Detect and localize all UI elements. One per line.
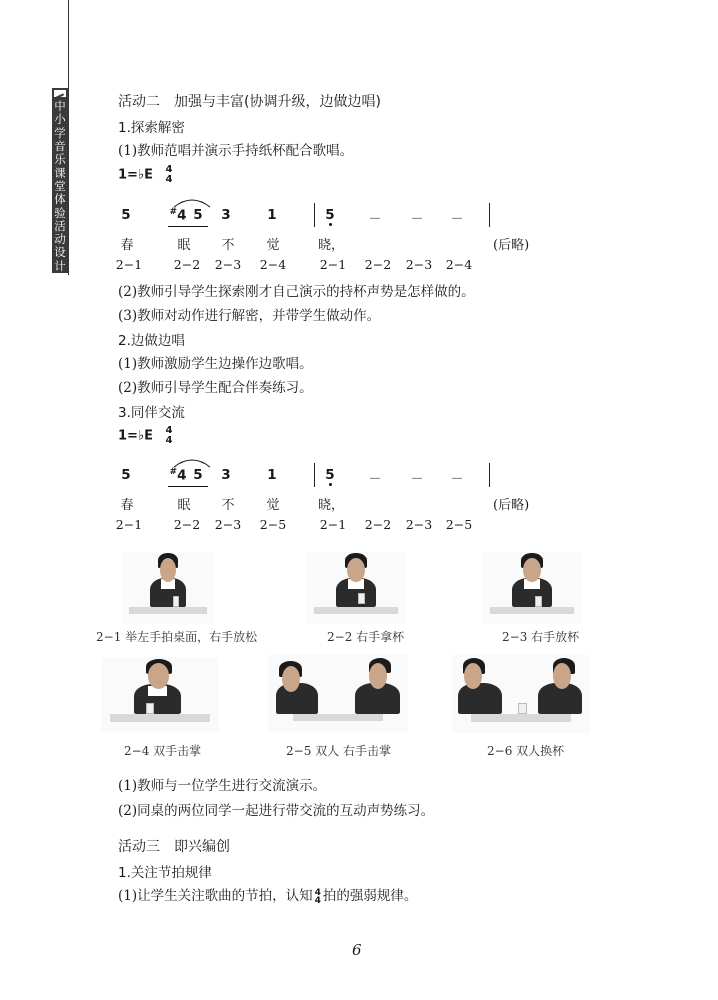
gesture-code: 2−3 (405, 517, 433, 532)
margin-rule (68, 0, 69, 275)
gesture-code: 2−5 (445, 517, 473, 532)
score2-lyric: 春 (120, 498, 134, 513)
sharp-sign: # (169, 207, 178, 217)
score1-time-bottom: 4 (165, 174, 173, 185)
score1-omitted: (后略) (493, 238, 530, 253)
section-exchange-heading: 3.同伴交流 (118, 405, 185, 421)
score2-key-sign: 1=♭E (118, 428, 153, 444)
photo-2-3-right-hand-release (482, 552, 582, 624)
gesture-code: 2−5 (259, 517, 287, 532)
low-octave-dot (329, 223, 332, 226)
gesture-code: 2−3 (214, 517, 242, 532)
barline (314, 463, 315, 487)
score2-note: 5 (121, 467, 131, 483)
gesture-code: 2−1 (115, 257, 143, 272)
photo-2-1-left-hand-tap (122, 552, 214, 624)
gesture-code: 2−3 (405, 257, 433, 272)
score2-lyric: 不 (221, 498, 235, 513)
score2-dash: － (450, 472, 464, 487)
activity2-heading: 活动二 加强与丰富(协调升级，边做边唱) (118, 94, 381, 110)
score1-time-top: 4 (165, 164, 173, 175)
low-octave-dot (329, 483, 332, 486)
beat-step-1-text-end: 拍的强弱规律。 (322, 888, 418, 904)
photo-caption: 2−1 举左手拍桌面，右手放松 (96, 630, 258, 644)
sharp-sign: # (169, 467, 178, 477)
score1-note: #4 (169, 207, 187, 224)
photo-caption: 2−2 右手拿杯 (327, 630, 405, 644)
score1-note: 1 (267, 207, 277, 223)
gesture-code: 2−2 (173, 257, 201, 272)
photo-caption: 2−3 右手放杯 (502, 630, 580, 644)
explore-step-2: (2)教师引导学生探索刚才自己演示的持杯声势是怎样做的。 (118, 284, 475, 300)
sing-step-2: (2)教师引导学生配合伴奏练习。 (118, 380, 313, 396)
activity3-heading: 活动三 即兴编创 (118, 839, 230, 855)
score2-note: 3 (221, 467, 231, 483)
score2-lyric: 晓， (318, 498, 345, 513)
score1-time-signature (165, 165, 172, 185)
exchange-step-1: (1)教师与一位学生进行交流演示。 (118, 778, 327, 794)
score2-note: 5 (318, 467, 342, 486)
score1-dash: － (410, 212, 424, 227)
score2-key (118, 426, 172, 446)
explore-step-1: (1)教师范唱并演示手持纸杯配合歌唱。 (118, 143, 354, 159)
score1-lyric: 不 (221, 238, 235, 253)
score2-dash: － (410, 472, 424, 487)
series-side-tab (52, 88, 68, 273)
score1-lyric: 眠 (177, 238, 191, 253)
gesture-code: 2−2 (364, 257, 392, 272)
score2-lyric: 眠 (177, 498, 191, 513)
gesture-code: 2−2 (173, 517, 201, 532)
score2-time-bottom: 4 (165, 435, 173, 446)
barline (489, 203, 490, 227)
score2-lyric: 觉 (266, 498, 280, 513)
photo-2-4-both-hands-clap (101, 657, 219, 732)
barline (314, 203, 315, 227)
eighth-beam (168, 486, 208, 487)
score1-note: 5 (121, 207, 131, 223)
score2-time-top: 4 (165, 425, 173, 436)
barline (489, 463, 490, 487)
score1-note: 5 (193, 207, 203, 223)
score1-key-sign: 1=♭E (118, 167, 153, 183)
photo-2-2-right-hand-hold (306, 552, 406, 624)
series-logo-icon (54, 90, 66, 97)
photo-2-5-pair-right-hand-clap (268, 655, 408, 732)
inline-time-signature: 4 4 (314, 887, 321, 906)
section-beat-heading: 1.关注节拍规律 (118, 865, 212, 881)
photo-2-6-pair-swap-cups (452, 655, 590, 733)
score1-dash: － (368, 212, 382, 227)
gesture-code: 2−1 (319, 257, 347, 272)
score1-note: 3 (221, 207, 231, 223)
photo-caption: 2−4 双手击掌 (124, 744, 202, 758)
score1-note: 5 (318, 207, 342, 226)
section-sing-heading: 2.边做边唱 (118, 333, 185, 349)
score1-lyric: 春 (120, 238, 134, 253)
score1-lyric: 晓， (318, 238, 345, 253)
slur-mark (172, 195, 212, 209)
gesture-code: 2−4 (445, 257, 473, 272)
gesture-code: 2−2 (364, 517, 392, 532)
explore-step-3: (3)教师对动作进行解密，并带学生做动作。 (118, 308, 381, 324)
series-title: 中小学音乐课堂体验活动设计 (54, 99, 66, 273)
sing-step-1: (1)教师激励学生边操作边歌唱。 (118, 356, 313, 372)
score2-note: 5 (193, 467, 203, 483)
score2-omitted: (后略) (493, 498, 530, 513)
page-number: 6 (352, 941, 362, 959)
gesture-code: 2−1 (319, 517, 347, 532)
gesture-code: 2−1 (115, 517, 143, 532)
photo-caption: 2−6 双人换杯 (487, 744, 565, 758)
beat-step-1-text: (1)让学生关注歌曲的节拍，认知 (118, 888, 313, 904)
section-explore-heading: 1.探索解密 (118, 120, 185, 136)
gesture-code: 2−3 (214, 257, 242, 272)
score2-dash: － (368, 472, 382, 487)
score1-dash: － (450, 212, 464, 227)
score2-note: #4 (169, 467, 187, 484)
slur-mark (172, 455, 212, 469)
score2-time-signature (165, 426, 172, 446)
beat-step-1 (118, 884, 417, 905)
exchange-step-2: (2)同桌的两位同学一起进行带交流的互动声势练习。 (118, 803, 435, 819)
score1-lyric: 觉 (266, 238, 280, 253)
score2-note: 1 (267, 467, 277, 483)
gesture-code: 2−4 (259, 257, 287, 272)
score1-key (118, 165, 172, 185)
eighth-beam (168, 226, 208, 227)
photo-caption: 2−5 双人 右手击掌 (286, 744, 391, 758)
